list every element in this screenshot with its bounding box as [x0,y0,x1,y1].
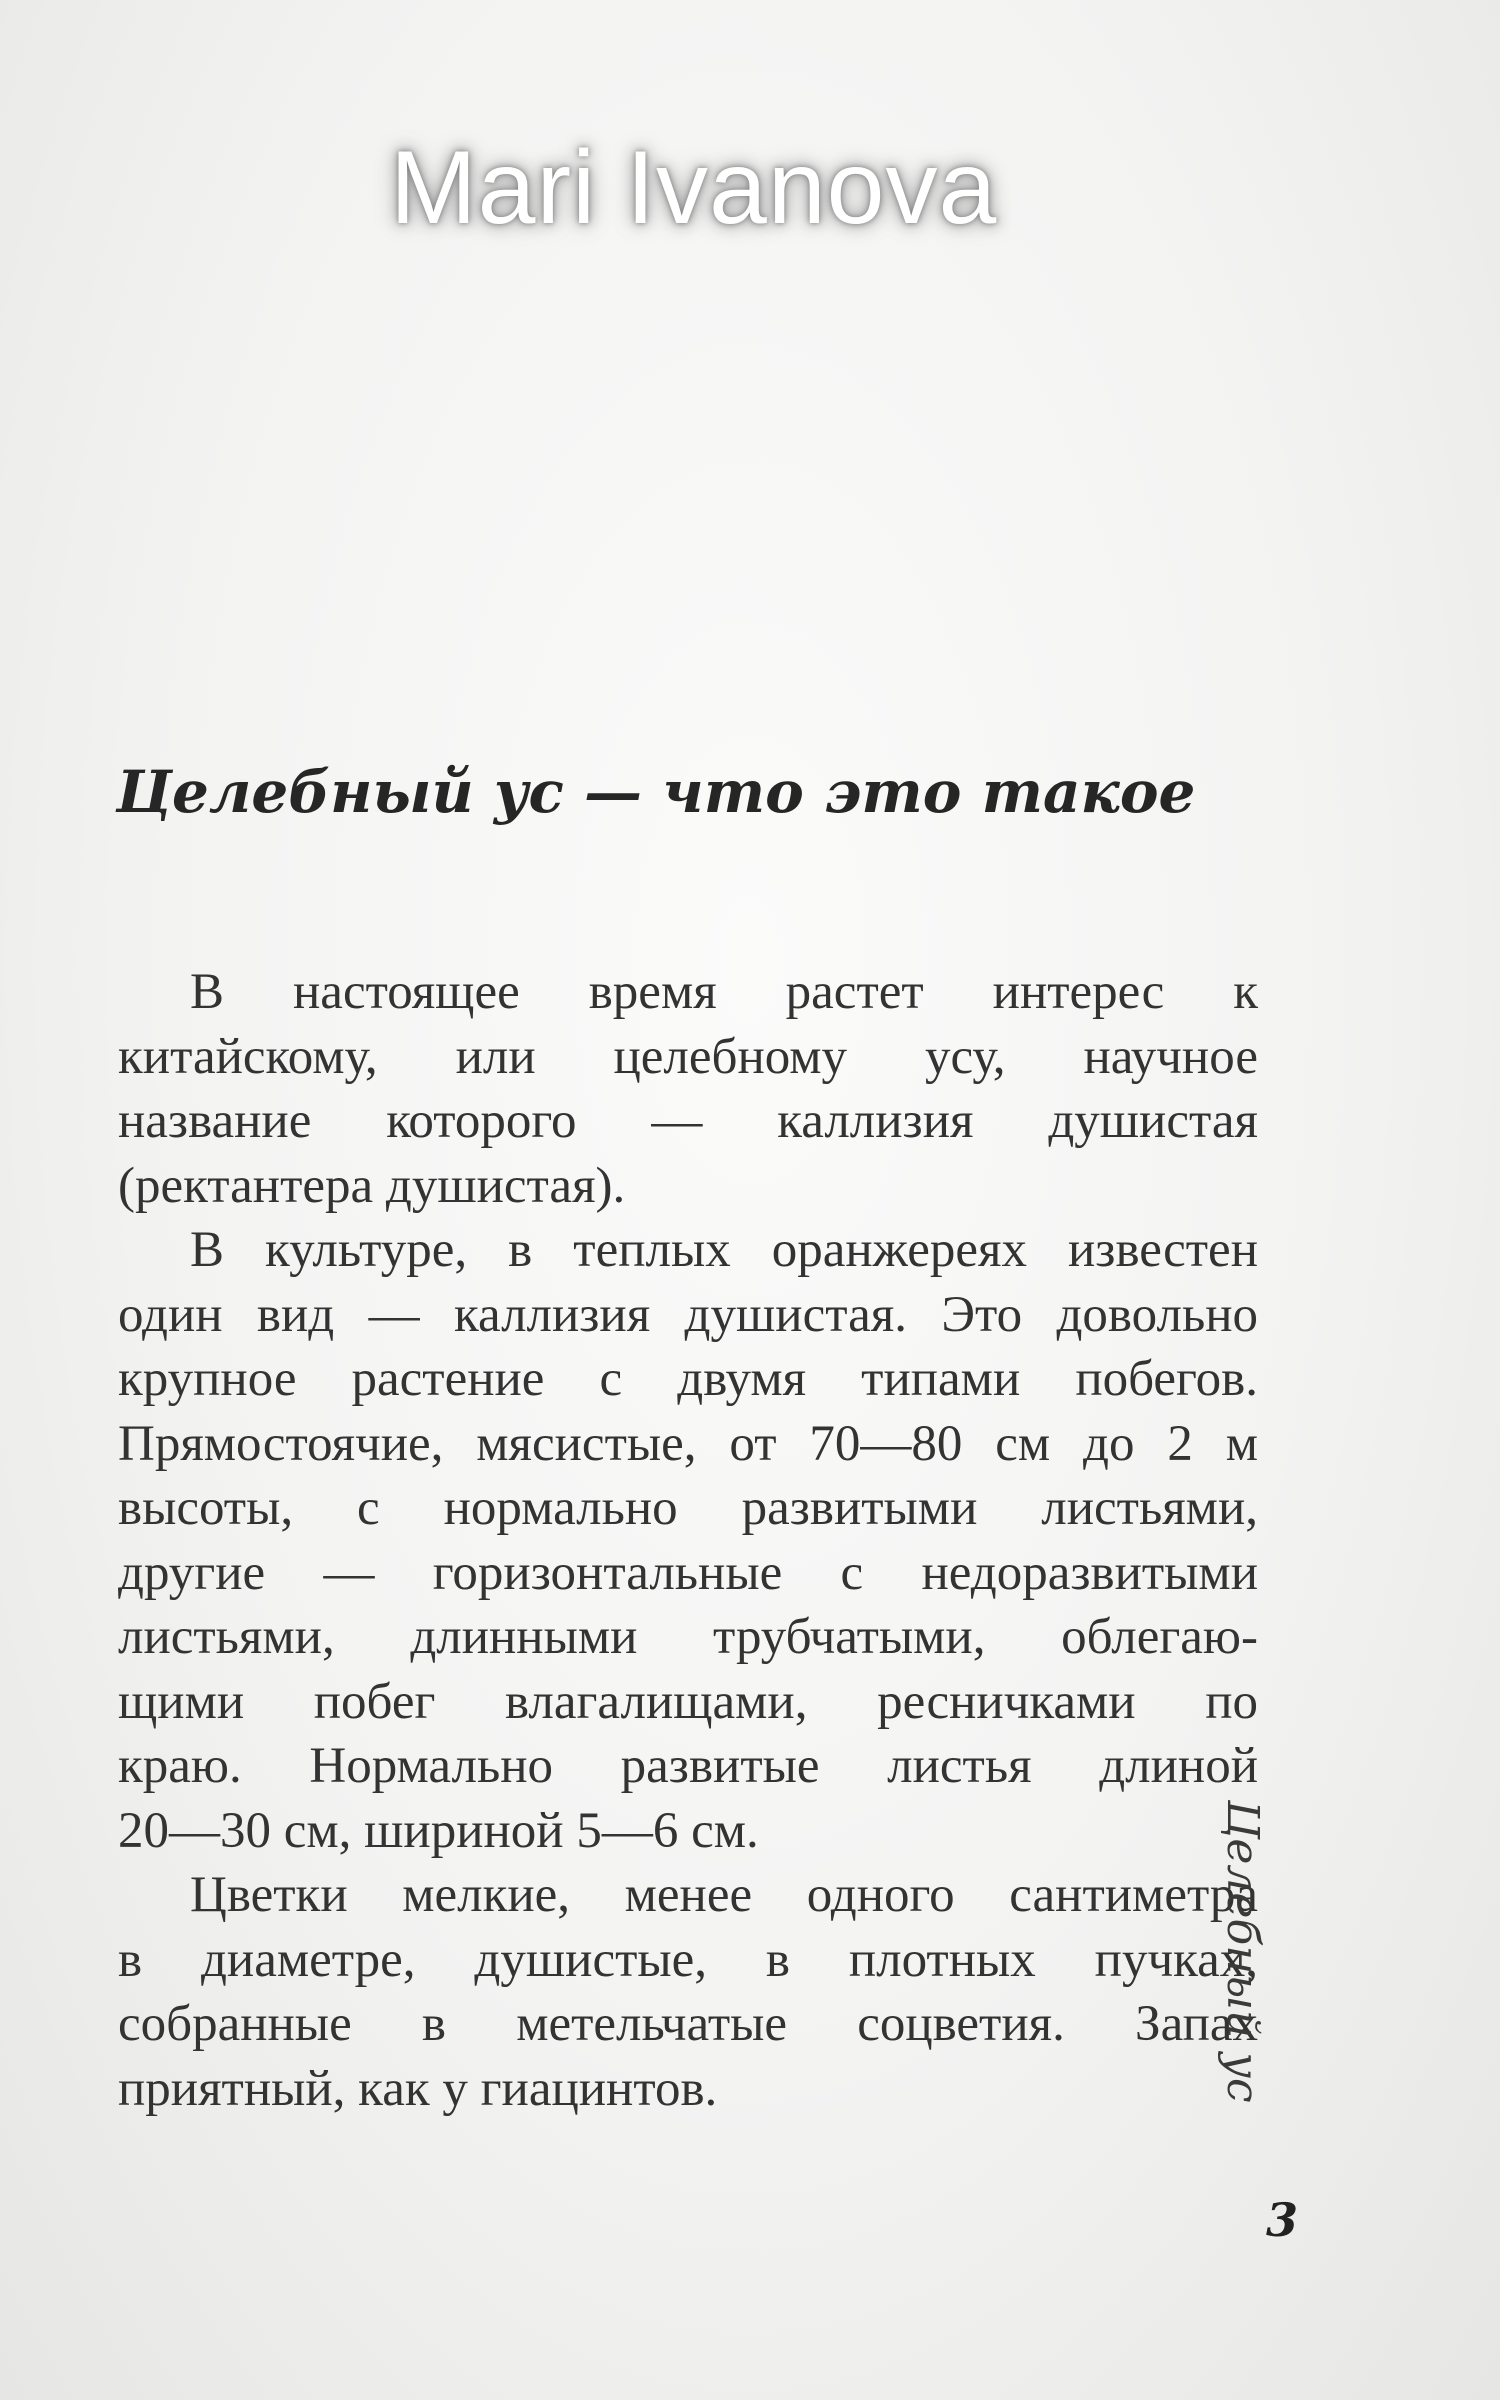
running-head: Целебный ус [1217,1800,1268,2103]
text-line: высоты, с нормально развитыми листьями, [118,1480,1258,1536]
text-line: приятный, как у гиацинтов. [118,2060,718,2117]
text-line: название которого — каллизия душистая [118,1093,1258,1149]
text-line: В настоящее время растет интерес к [190,964,1258,1020]
text-line: (ректантера душистая). [118,1157,626,1214]
page-number: 3 [1266,2193,1299,2247]
text-line: другие — горизонтальные с недоразвитыми [118,1544,1258,1601]
text-line: Прямостоячие, мясистые, от 70—80 см до 2 м [118,1415,1258,1472]
text-line: китайскому, или целебному усу, научное [118,1028,1258,1085]
text-line: крупное растение с двумя типами побегов. [118,1351,1258,1407]
chapter-heading: Целебный ус — что это такое [116,758,1196,826]
text-line: 20—30 см, шириной 5—6 см. [118,1802,759,1859]
text-line: В культуре, в теплых оранжереях известен [190,1222,1258,1278]
text-line: один вид — каллизия душистая. Это довольно [118,1286,1258,1343]
watermark-text: Mari Ivanova [390,130,998,246]
text-line: в диаметре, душистые, в плотных пучках, [118,1931,1258,1988]
text-line: щими побег влагалищами, ресничками по [118,1673,1258,1730]
body-text [118,960,1258,2121]
text-line: краю. Нормально развитые листья длиной [118,1738,1258,1794]
text-line: собранные в метельчатые соцветия. Запах [118,1996,1258,2052]
text-line: Цветки мелкие, менее одного сантиметра [190,1867,1258,1923]
text-line: листьями, длинными трубчатыми, облегаю- [118,1609,1258,1665]
